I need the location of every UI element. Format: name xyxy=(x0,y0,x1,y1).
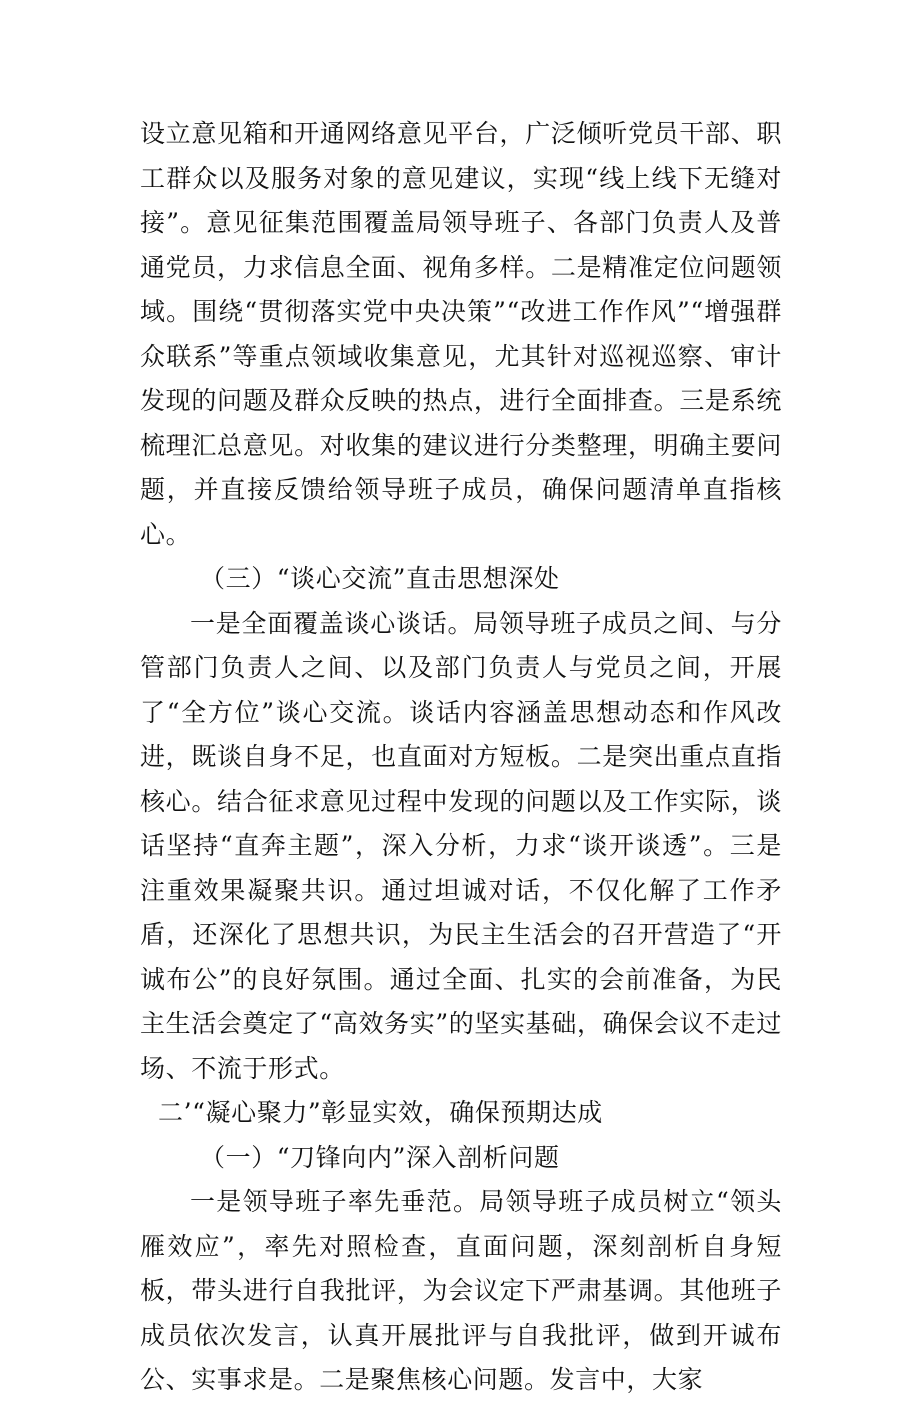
document-body xyxy=(140,112,782,1403)
chapter-heading-effectiveness: 二’“凝心聚力”彰显实效，确保预期达成 xyxy=(158,1098,603,1127)
paragraph-leadership-example: 一是领导班子率先垂范。局领导班子成员树立“领头雁效应”，率先对照检查，直面问题，深刻剖析自身短板，带头进行自我批评，为会议定下严肃基调。其他班子成员依次发言，认真开展批评与自我批评，做到开诚布公、实事求是。二是聚焦核心问题。发言中，大家 xyxy=(140,1187,782,1394)
section-heading-heart-to-heart: （三）“谈心交流”直击思想深处 xyxy=(200,564,560,593)
paragraph-opinion-collection: 设立意见箱和开通网络意见平台，广泛倾听党员干部、职工群众以及服务对象的意见建议，实现“线上线下无缝对接”。意见征集范围覆盖局领导班子、各部门负责人及普通党员，力求信息全面、视角多样。二是精准定位问题领域。围绕“贯彻落实党中央决策”“改进工作作风”“增强群众联系”等重点领域收集意见，尤其针对巡视巡察、审计发现的问题及群众反映的热点，进行全面排查。三是系统梳理汇总意见。对收集的建议进行分类整理，明确主要问题，并直接反馈给领导班子成员，确保问题清单直指核心。 xyxy=(140,119,782,549)
section-heading-self-examination: （一）“刀锋向内”深入剖析问题 xyxy=(200,1142,560,1172)
paragraph-heart-to-heart-talks: 一是全面覆盖谈心谈话。局领导班子成员之间、与分管部门负责人之间、以及部门负责人与党员之间，开展了“全方位”谈心交流。谈话内容涵盖思想动态和作风改进，既谈自身不足，也直面对方短板。二是突出重点直指核心。结合征求意见过程中发现的问题以及工作实际，谈话坚持“直奔主题”，深入分析，力求“谈开谈透”。三是注重效果凝聚共识。通过坦诚对话，不仅化解了工作矛盾，还深化了思想共识，为民主生活会的召开营造了“开诚布公”的良好氛围。通过全面、扎实的会前准备，为民主生活会奠定了“高效务实”的坚实基础，确保会议不走过场、不流于形式。 xyxy=(140,608,782,1083)
